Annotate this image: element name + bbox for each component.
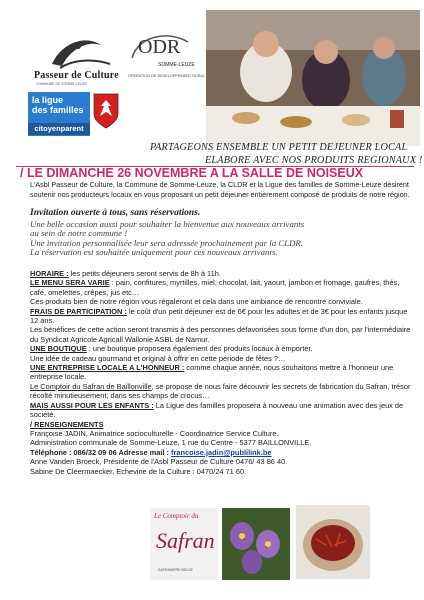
passeur-logo-text: Passeur de Culture	[34, 70, 119, 81]
comptoir-du-safran-logo	[150, 508, 218, 580]
welcome-line: Une invitation personnalisée leur sera adressée prochainement par la CLDR.	[30, 237, 303, 248]
enfants-paragraph	[30, 401, 414, 420]
intro-paragraph: L'Asbl Passeur de Culture, la Commune de Somme-Leuze, la CLDR et la Ligue des familles de Somme-Leuze désirent soutenir nos producteurs locaux en vous proposant un petit déjeuner entièrement composé de produits de notre région.	[30, 180, 410, 199]
ligue-des-familles-logo	[28, 92, 90, 136]
welcome-line: La réservation est souhaitée uniquement pour ces nouveaux arrivants.	[30, 246, 278, 257]
menu-text: : pain, confitures, myrtilles, miel, chocolat, lait, yaourt, jambon et fromage, gaufres, thés, café, omelettes, crêpes, jus etc…	[30, 278, 400, 297]
renseignements-heading: / RENSEIGNEMENTS	[30, 419, 104, 429]
event-headline: / LE DIMANCHE 26 NOVEMBRE A LA SALLE DE NOISEUX	[20, 166, 364, 180]
details-section	[30, 269, 414, 476]
commune-crest-icon	[92, 92, 120, 130]
passeur-logo-sub: COMMUNE DE SOMME-LEUZE	[36, 82, 87, 86]
boutique-paragraph	[30, 344, 414, 353]
odr-place: SOMME-LEUZE	[158, 62, 195, 68]
odr-subtitle: OPERATION DE DEVELOPPEMENT RURAL	[128, 74, 206, 78]
boutique-label: UNE BOUTIQUE	[30, 344, 87, 354]
banner-line-1: PARTAGEONS ENSEMBLE UN PETIT DEJEUNER LOCAL	[150, 142, 408, 153]
comptoir-logo-line1: Le Comptoir du	[154, 512, 199, 520]
horaire-label: HORAIRE :	[30, 269, 69, 278]
ligue-logo-line3: citoyenparent	[28, 123, 90, 135]
comptoir-logo-line3: SAFRANIÈRE BELGE	[158, 568, 194, 572]
entreprise-paragraph	[30, 363, 414, 382]
invitation-line: Invitation ouverte à tous, sans réservations.	[30, 208, 201, 218]
entreprise-label: UNE ENTREPRISE LOCALE A L'HONNEUR :	[30, 363, 185, 373]
contact-line: Anne Vanden Broeck, Présidente de l'Asbl Passeur de Culture 0476/ 43 86 40.	[30, 457, 288, 467]
comptoir-logo-line2: Safran	[156, 528, 215, 553]
frais-paragraph	[30, 307, 414, 326]
contact-line: Sabine De Cleermaecker, Echevine de la Culture : 0470/24 71 60.	[30, 466, 247, 476]
enfants-label: MAIS AUSSI POUR LES ENFANTS :	[30, 400, 154, 410]
horaire-paragraph	[30, 269, 414, 278]
menu-paragraph-2: Ces produits bien de notre région vous régaleront et cela dans une ambiance de rencontre conviviale.	[30, 297, 363, 307]
breakfast-event-photo	[206, 10, 420, 146]
saffran-bowl-photo	[296, 505, 370, 579]
frais-text: le coût d'un petit déjeuner est de 6€ pour les adultes et de 3€ pour les enfants jusque 12 ans.	[30, 306, 408, 326]
welcome-note	[30, 220, 410, 257]
phone-line	[30, 448, 414, 457]
crocus-flowers-photo	[222, 508, 290, 580]
contact-line: Françoise JADIN, Animatrice socioculturelle - Coordinatrice Service Culture.	[30, 428, 279, 438]
boutique-text: : une boutique proposera également des produits locaux à emporter.	[86, 344, 313, 354]
frais-label: FRAIS DE PARTICIPATION :	[30, 306, 127, 316]
entreprise-text: comme chaque année, nous souhaitons mettre à l'honneur une entreprise locale.	[30, 363, 394, 382]
welcome-line: Une belle occasion aussi pour souhaiter la bienvenue aux nouveaux arrivants	[30, 219, 305, 229]
ligue-logo-line1: la ligue	[32, 95, 64, 105]
contact-line: Administration communale de Somme-Leuze, 1 rue du Centre - 5377 BAILLONVILLE.	[30, 438, 312, 448]
benefices-paragraph: Les bénéfices de cette action seront transmis à des personnes défavorisées sous forme d'un don, par l'intermédiaire du Syndicat Agricole Agricall Wallonie ASBL de Namur.	[30, 325, 411, 344]
enfants-text: La Ligue des familles proposera à nouveau une animation avec des jeux de société.	[30, 400, 404, 420]
comptoir-paragraph	[30, 382, 414, 401]
menu-paragraph	[30, 278, 414, 297]
welcome-line: au sein de notre commune !	[30, 228, 128, 239]
menu-label: LE MENU SERA VARIE	[30, 278, 110, 288]
banner-line-2: ELABORE AVEC NOS PRODUITS REGIONAUX !	[205, 155, 423, 166]
cadeau-paragraph: Une idée de cadeau gourmand et original à offrir en cette période de fêtes ?…	[30, 353, 286, 363]
email-link[interactable]: francoise.jadin@publilink.be	[171, 447, 272, 457]
ligue-logo-line2: des familles	[32, 105, 84, 115]
odr-logo-text: ODR	[138, 36, 181, 58]
horaire-text: les petits déjeuners seront servis de 8h à 11h.	[68, 269, 221, 278]
comptoir-label: Le Comptoir du Safran de Baillonville	[30, 381, 152, 391]
comptoir-text: , se propose de nous faire découvrir les secrets de fabrication du Safran, trésor récolté minutieusement, dans ses champs de crocus…	[30, 381, 411, 401]
phone-label: Téléphone : 086/32 09 06 Adresse mail :	[30, 447, 172, 457]
